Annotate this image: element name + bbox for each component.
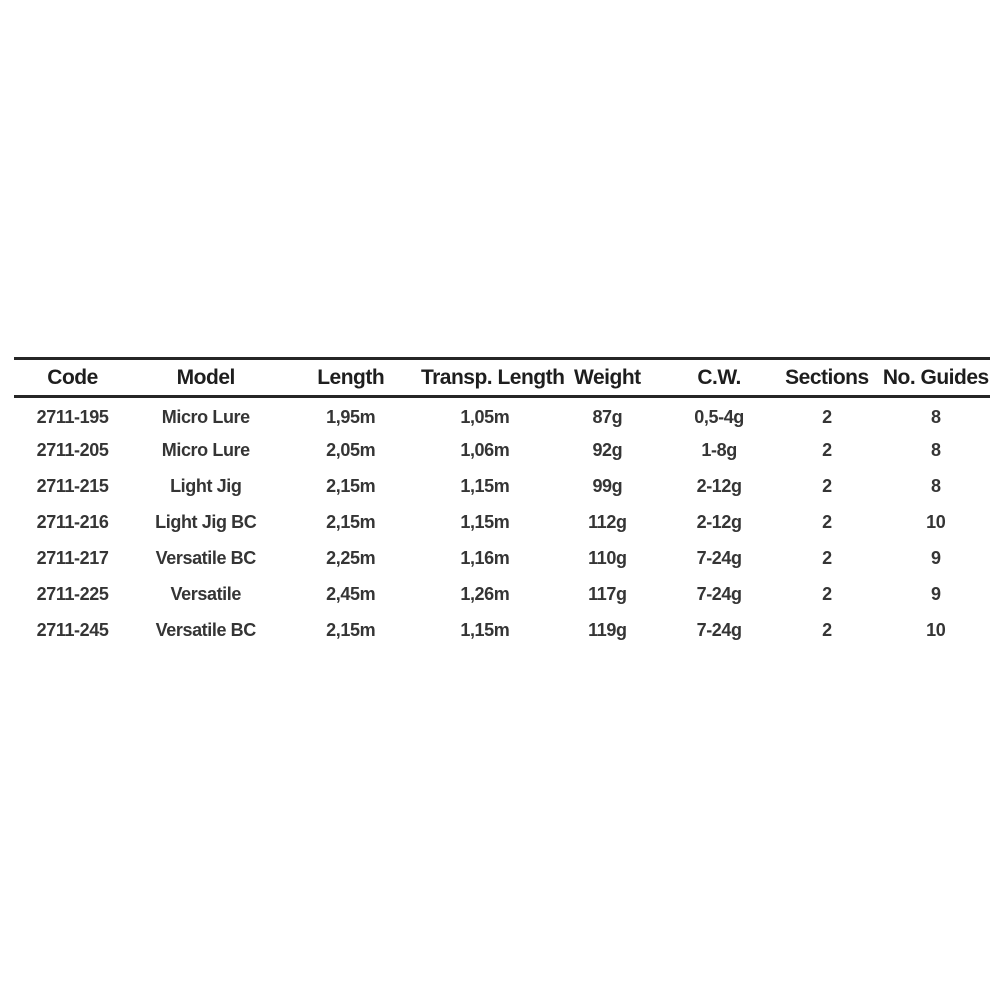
cell-sections: 2 xyxy=(822,406,832,427)
cell-no-guides: 9 xyxy=(930,584,941,604)
cell-cw: 7-24g xyxy=(696,620,742,640)
cell-no-guides: 10 xyxy=(926,512,946,532)
table-row xyxy=(14,577,990,613)
table-row xyxy=(14,505,990,541)
cell-weight: 119g xyxy=(588,620,627,640)
cell-weight: 117g xyxy=(588,584,627,604)
cell-sections: 2 xyxy=(822,476,832,496)
cell-transp-length: 1,15m xyxy=(460,476,510,496)
cell-length: 2,05m xyxy=(326,440,376,460)
cell-transp-length: 1,15m xyxy=(460,620,510,640)
cell-transp-length: 1,26m xyxy=(460,584,510,604)
cell-cw: 7-24g xyxy=(696,548,742,568)
cell-model: Versatile xyxy=(170,584,241,604)
cell-weight: 87g xyxy=(592,406,623,427)
cell-no-guides: 9 xyxy=(930,548,941,568)
cell-code: 2711-216 xyxy=(36,512,109,532)
cell-cw: 1-8g xyxy=(701,440,737,460)
cell-no-guides: 10 xyxy=(926,620,946,640)
header-row xyxy=(14,359,990,397)
cell-sections: 2 xyxy=(822,584,832,604)
cell-length: 2,15m xyxy=(326,620,376,640)
cell-sections: 2 xyxy=(822,620,832,640)
cell-code: 2711-215 xyxy=(36,476,109,496)
cell-length: 2,15m xyxy=(326,476,376,496)
cell-sections: 2 xyxy=(822,548,832,568)
table-row xyxy=(14,469,990,505)
cell-length: 2,15m xyxy=(326,512,376,532)
cell-length: 2,25m xyxy=(326,548,376,568)
table-row xyxy=(14,613,990,649)
cell-model: Light Jig xyxy=(170,476,242,496)
cell-no-guides: 8 xyxy=(930,476,941,496)
table-row xyxy=(14,433,990,469)
cell-transp-length: 1,06m xyxy=(460,440,510,460)
cell-cw: 2-12g xyxy=(696,512,742,532)
cell-length: 2,45m xyxy=(326,584,376,604)
cell-no-guides: 8 xyxy=(930,406,941,427)
cell-code: 2711-217 xyxy=(36,548,109,568)
cell-weight: 99g xyxy=(592,476,623,496)
cell-code: 2711-195 xyxy=(36,406,109,427)
rod-spec-table xyxy=(14,357,990,649)
cell-weight: 92g xyxy=(592,440,623,460)
cell-model: Micro Lure xyxy=(161,440,250,460)
column-header-no-guides: No. Guides xyxy=(882,365,989,389)
cell-code: 2711-225 xyxy=(36,584,109,604)
cell-weight: 110g xyxy=(588,548,627,568)
column-header-cw: C.W. xyxy=(697,365,741,389)
table-row xyxy=(14,541,990,577)
table-row xyxy=(14,397,990,433)
cell-cw: 7-24g xyxy=(696,584,742,604)
table-body xyxy=(14,397,990,649)
column-header-transp-length: Transp. Length xyxy=(420,365,565,389)
cell-model: Micro Lure xyxy=(161,406,250,427)
column-header-model: Model xyxy=(176,365,235,389)
cell-transp-length: 1,15m xyxy=(460,512,510,532)
cell-transp-length: 1,16m xyxy=(460,548,510,568)
cell-no-guides: 8 xyxy=(930,440,941,460)
cell-code: 2711-205 xyxy=(36,440,109,460)
cell-sections: 2 xyxy=(822,440,832,460)
cell-transp-length: 1,05m xyxy=(460,406,510,427)
cell-model: Light Jig BC xyxy=(155,512,257,532)
cell-cw: 2-12g xyxy=(696,476,742,496)
column-header-weight: Weight xyxy=(574,365,641,389)
cell-model: Versatile BC xyxy=(155,620,256,640)
cell-code: 2711-245 xyxy=(36,620,109,640)
column-header-length: Length xyxy=(317,365,385,389)
column-header-code: Code xyxy=(47,365,98,389)
cell-cw: 0,5-4g xyxy=(694,406,744,427)
cell-sections: 2 xyxy=(822,512,832,532)
column-header-sections: Sections xyxy=(785,365,869,389)
cell-model: Versatile BC xyxy=(155,548,256,568)
spec-table-container xyxy=(14,357,990,649)
cell-length: 1,95m xyxy=(326,406,376,427)
cell-weight: 112g xyxy=(588,512,627,532)
